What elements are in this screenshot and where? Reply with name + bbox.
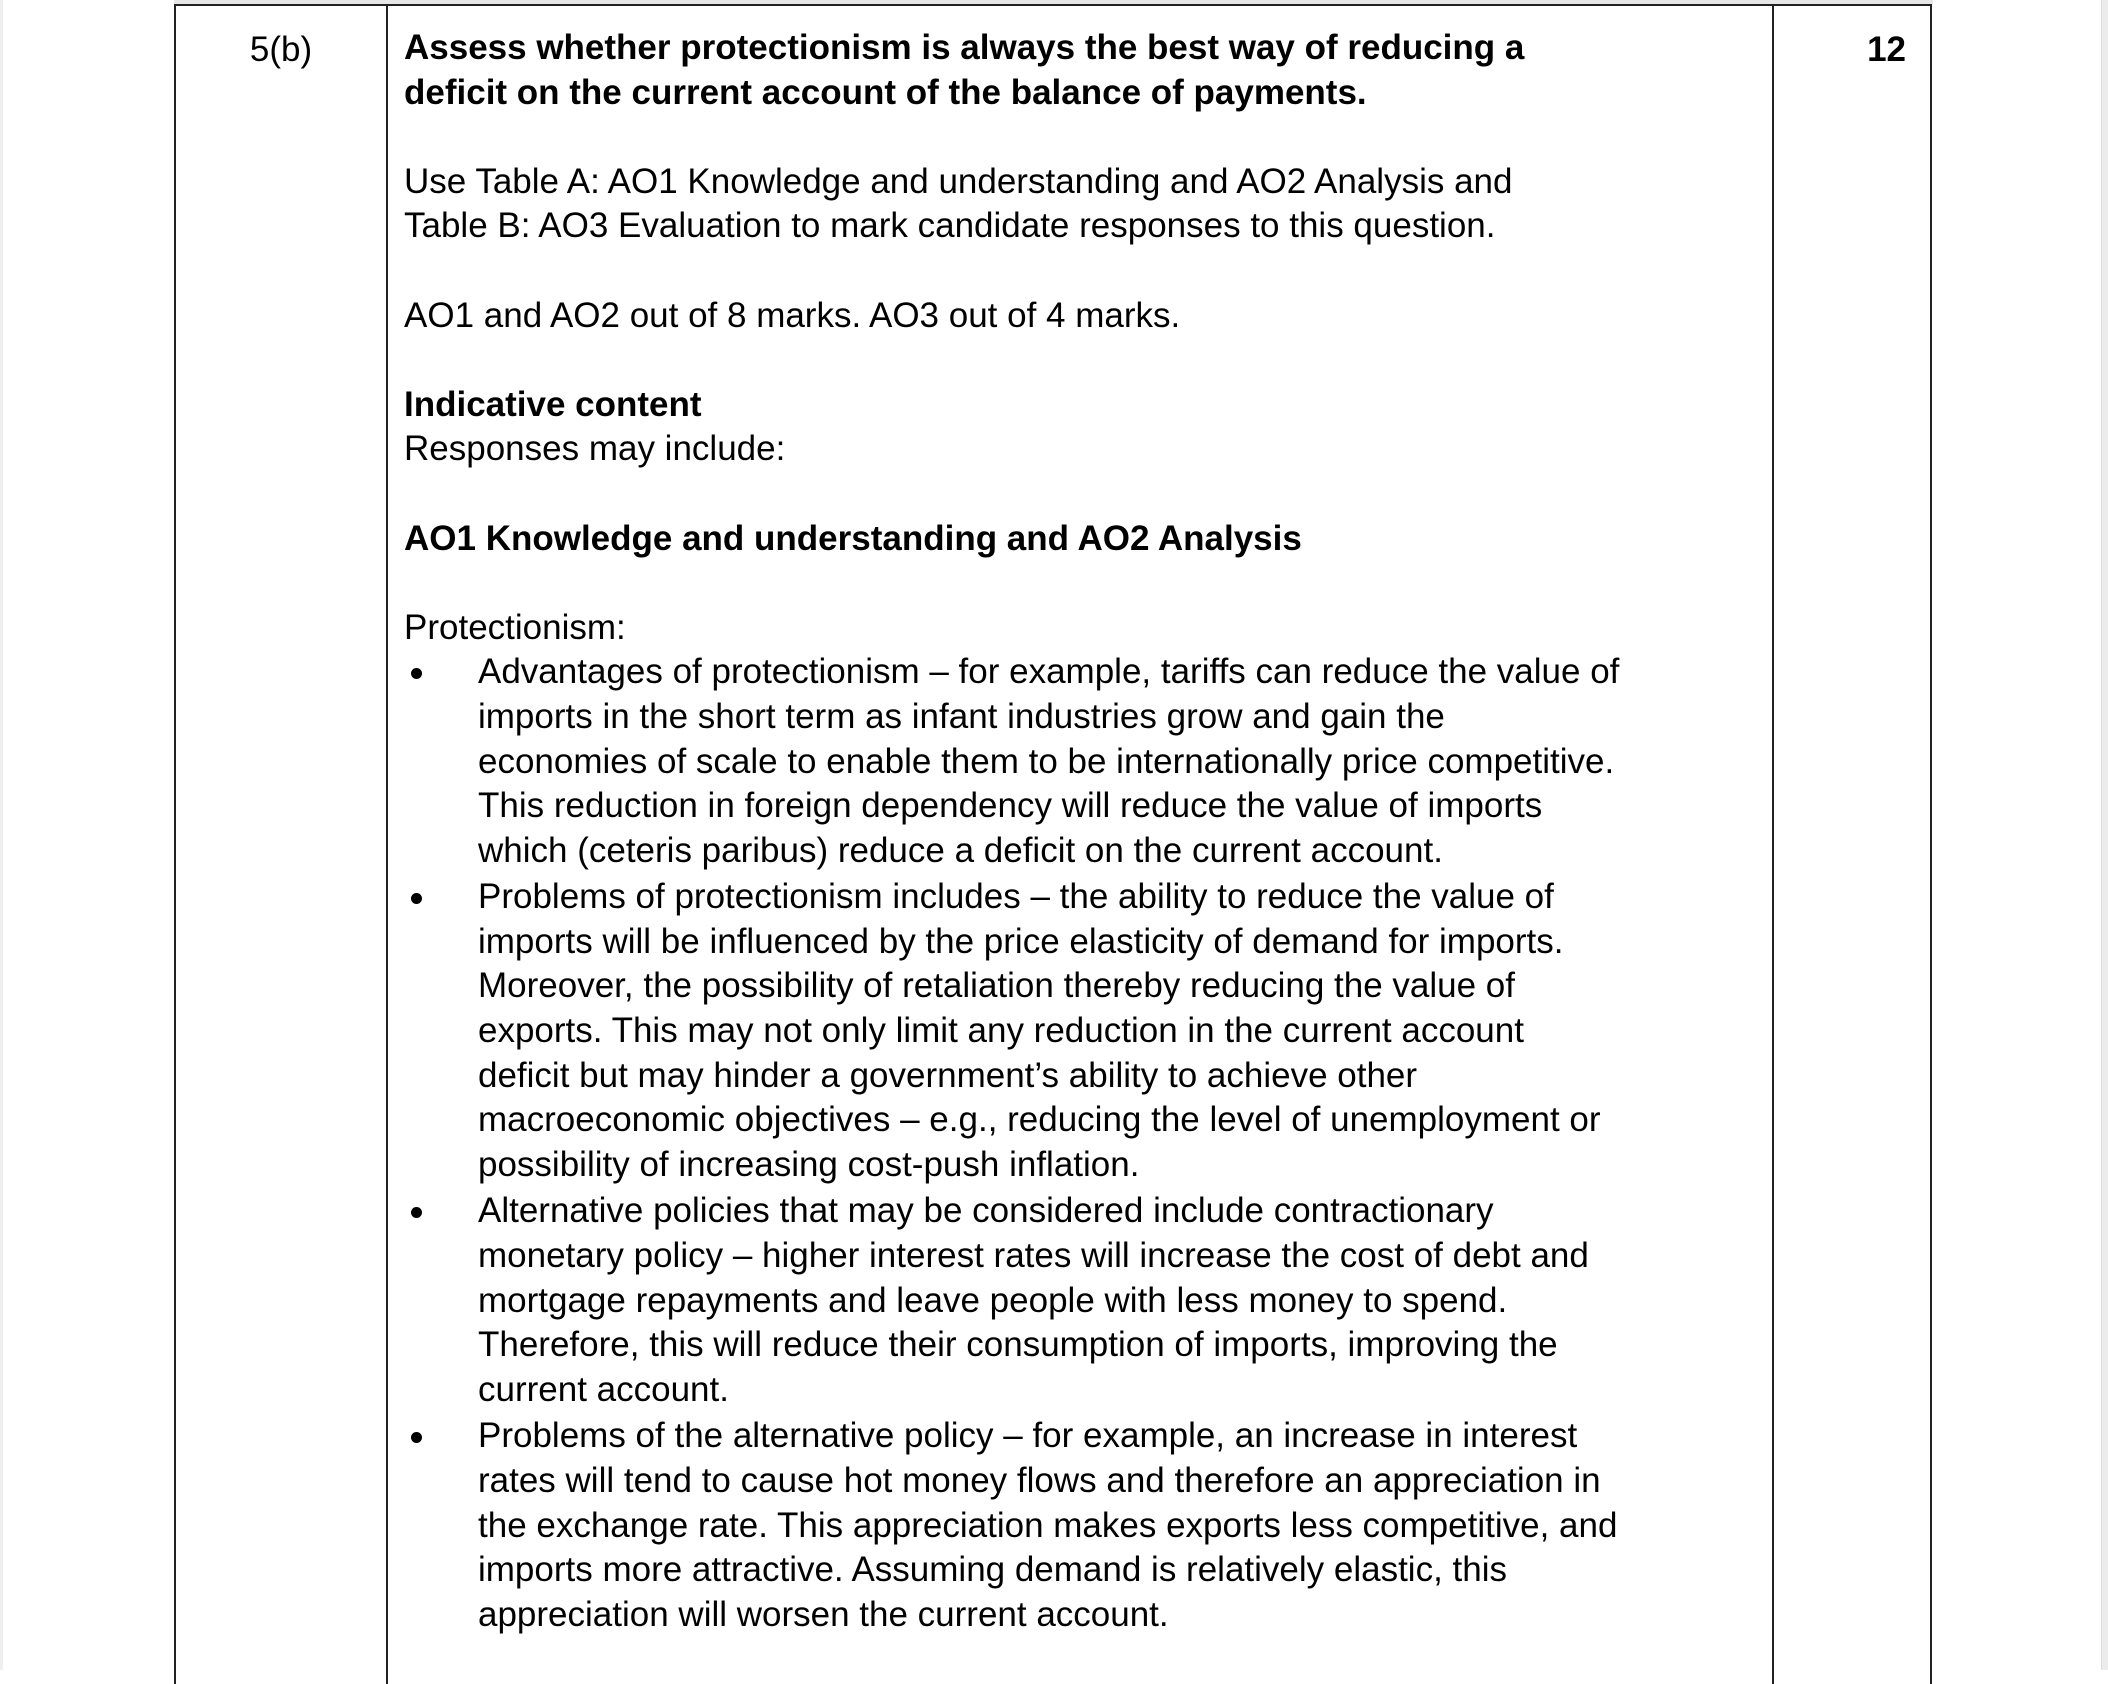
bullet-line: This reduction in foreign dependency will reduce the value of imports bbox=[478, 786, 1543, 826]
page-edge-left bbox=[0, 0, 3, 1670]
bullet-line: mortgage repayments and leave people with less money to spend. bbox=[478, 1280, 1508, 1320]
bullet-line: economies of scale to enable them to be internationally price competitive. bbox=[478, 741, 1615, 781]
bullet-line: possibility of increasing cost-push inflation. bbox=[478, 1144, 1140, 1184]
bullet-line: Therefore, this will reduce their consumption of imports, improving the bbox=[478, 1325, 1558, 1365]
indicative-bullet-list bbox=[404, 650, 1764, 1637]
column-divider bbox=[386, 4, 388, 1684]
bullet-line: Problems of protectionism includes – the ability to reduce the value of bbox=[478, 877, 1554, 917]
bullet-icon bbox=[411, 1207, 422, 1218]
indicative-heading: Indicative content bbox=[404, 384, 702, 424]
bullet-line: Problems of the alternative policy – for example, an increase in interest bbox=[478, 1416, 1578, 1456]
column-divider bbox=[1772, 4, 1774, 1684]
indicative-intro: Responses may include: bbox=[404, 429, 786, 469]
bullet-item bbox=[404, 875, 1764, 1187]
bullet-item bbox=[404, 1189, 1764, 1412]
bullet-line: monetary policy – higher interest rates will increase the cost of debt and bbox=[478, 1236, 1589, 1276]
bullet-line: deficit but may hinder a government’s ability to achieve other bbox=[478, 1055, 1418, 1095]
question-marks: 12 bbox=[1867, 30, 1906, 69]
bullet-icon bbox=[411, 1432, 422, 1443]
question-title-line: Assess whether protectionism is always the best way of reducing a bbox=[404, 28, 1525, 67]
instructions-line: Use Table A: AO1 Knowledge and understanding and AO2 Analysis and bbox=[404, 161, 1513, 201]
bullet-item bbox=[404, 1414, 1764, 1637]
bullet-line: imports more attractive. Assuming demand is relatively elastic, this bbox=[478, 1550, 1507, 1590]
bullet-line: current account. bbox=[478, 1369, 729, 1409]
section-heading: AO1 Knowledge and understanding and AO2 Analysis bbox=[404, 518, 1302, 558]
bullet-line: exports. This may not only limit any reduction in the current account bbox=[478, 1011, 1524, 1051]
question-number: 5(b) bbox=[249, 30, 313, 69]
bullet-line: imports will be influenced by the price elasticity of demand for imports. bbox=[478, 921, 1564, 961]
mark-split: AO1 and AO2 out of 8 marks. AO3 out of 4 marks. bbox=[404, 295, 1181, 335]
bullet-line: appreciation will worsen the current account. bbox=[478, 1594, 1169, 1634]
bullet-line: macroeconomic objectives – e.g., reducing the level of unemployment or bbox=[478, 1100, 1601, 1140]
bullet-line: Advantages of protectionism – for example, tariffs can reduce the value of bbox=[478, 652, 1620, 692]
topic-label: Protectionism: bbox=[404, 607, 626, 647]
bullet-item bbox=[404, 650, 1764, 873]
answer-cell bbox=[404, 26, 1764, 1639]
instructions-line: Table B: AO3 Evaluation to mark candidate responses to this question. bbox=[404, 206, 1496, 246]
bullet-line: which (ceteris paribus) reduce a deficit on the current account. bbox=[478, 830, 1443, 870]
bullet-line: the exchange rate. This appreciation makes exports less competitive, and bbox=[478, 1505, 1618, 1545]
bullet-line: imports in the short term as infant industries grow and gain the bbox=[478, 696, 1445, 736]
page-edge-right bbox=[2101, 0, 2108, 1670]
bullet-icon bbox=[411, 668, 422, 679]
bullet-line: Moreover, the possibility of retaliation thereby reducing the value of bbox=[478, 966, 1515, 1006]
bullet-line: rates will tend to cause hot money flows and therefore an appreciation in bbox=[478, 1461, 1601, 1500]
question-title-line: deficit on the current account of the balance of payments. bbox=[404, 72, 1367, 112]
bullet-icon bbox=[411, 893, 422, 904]
bullet-line: Alternative policies that may be considered include contractionary bbox=[478, 1191, 1494, 1231]
